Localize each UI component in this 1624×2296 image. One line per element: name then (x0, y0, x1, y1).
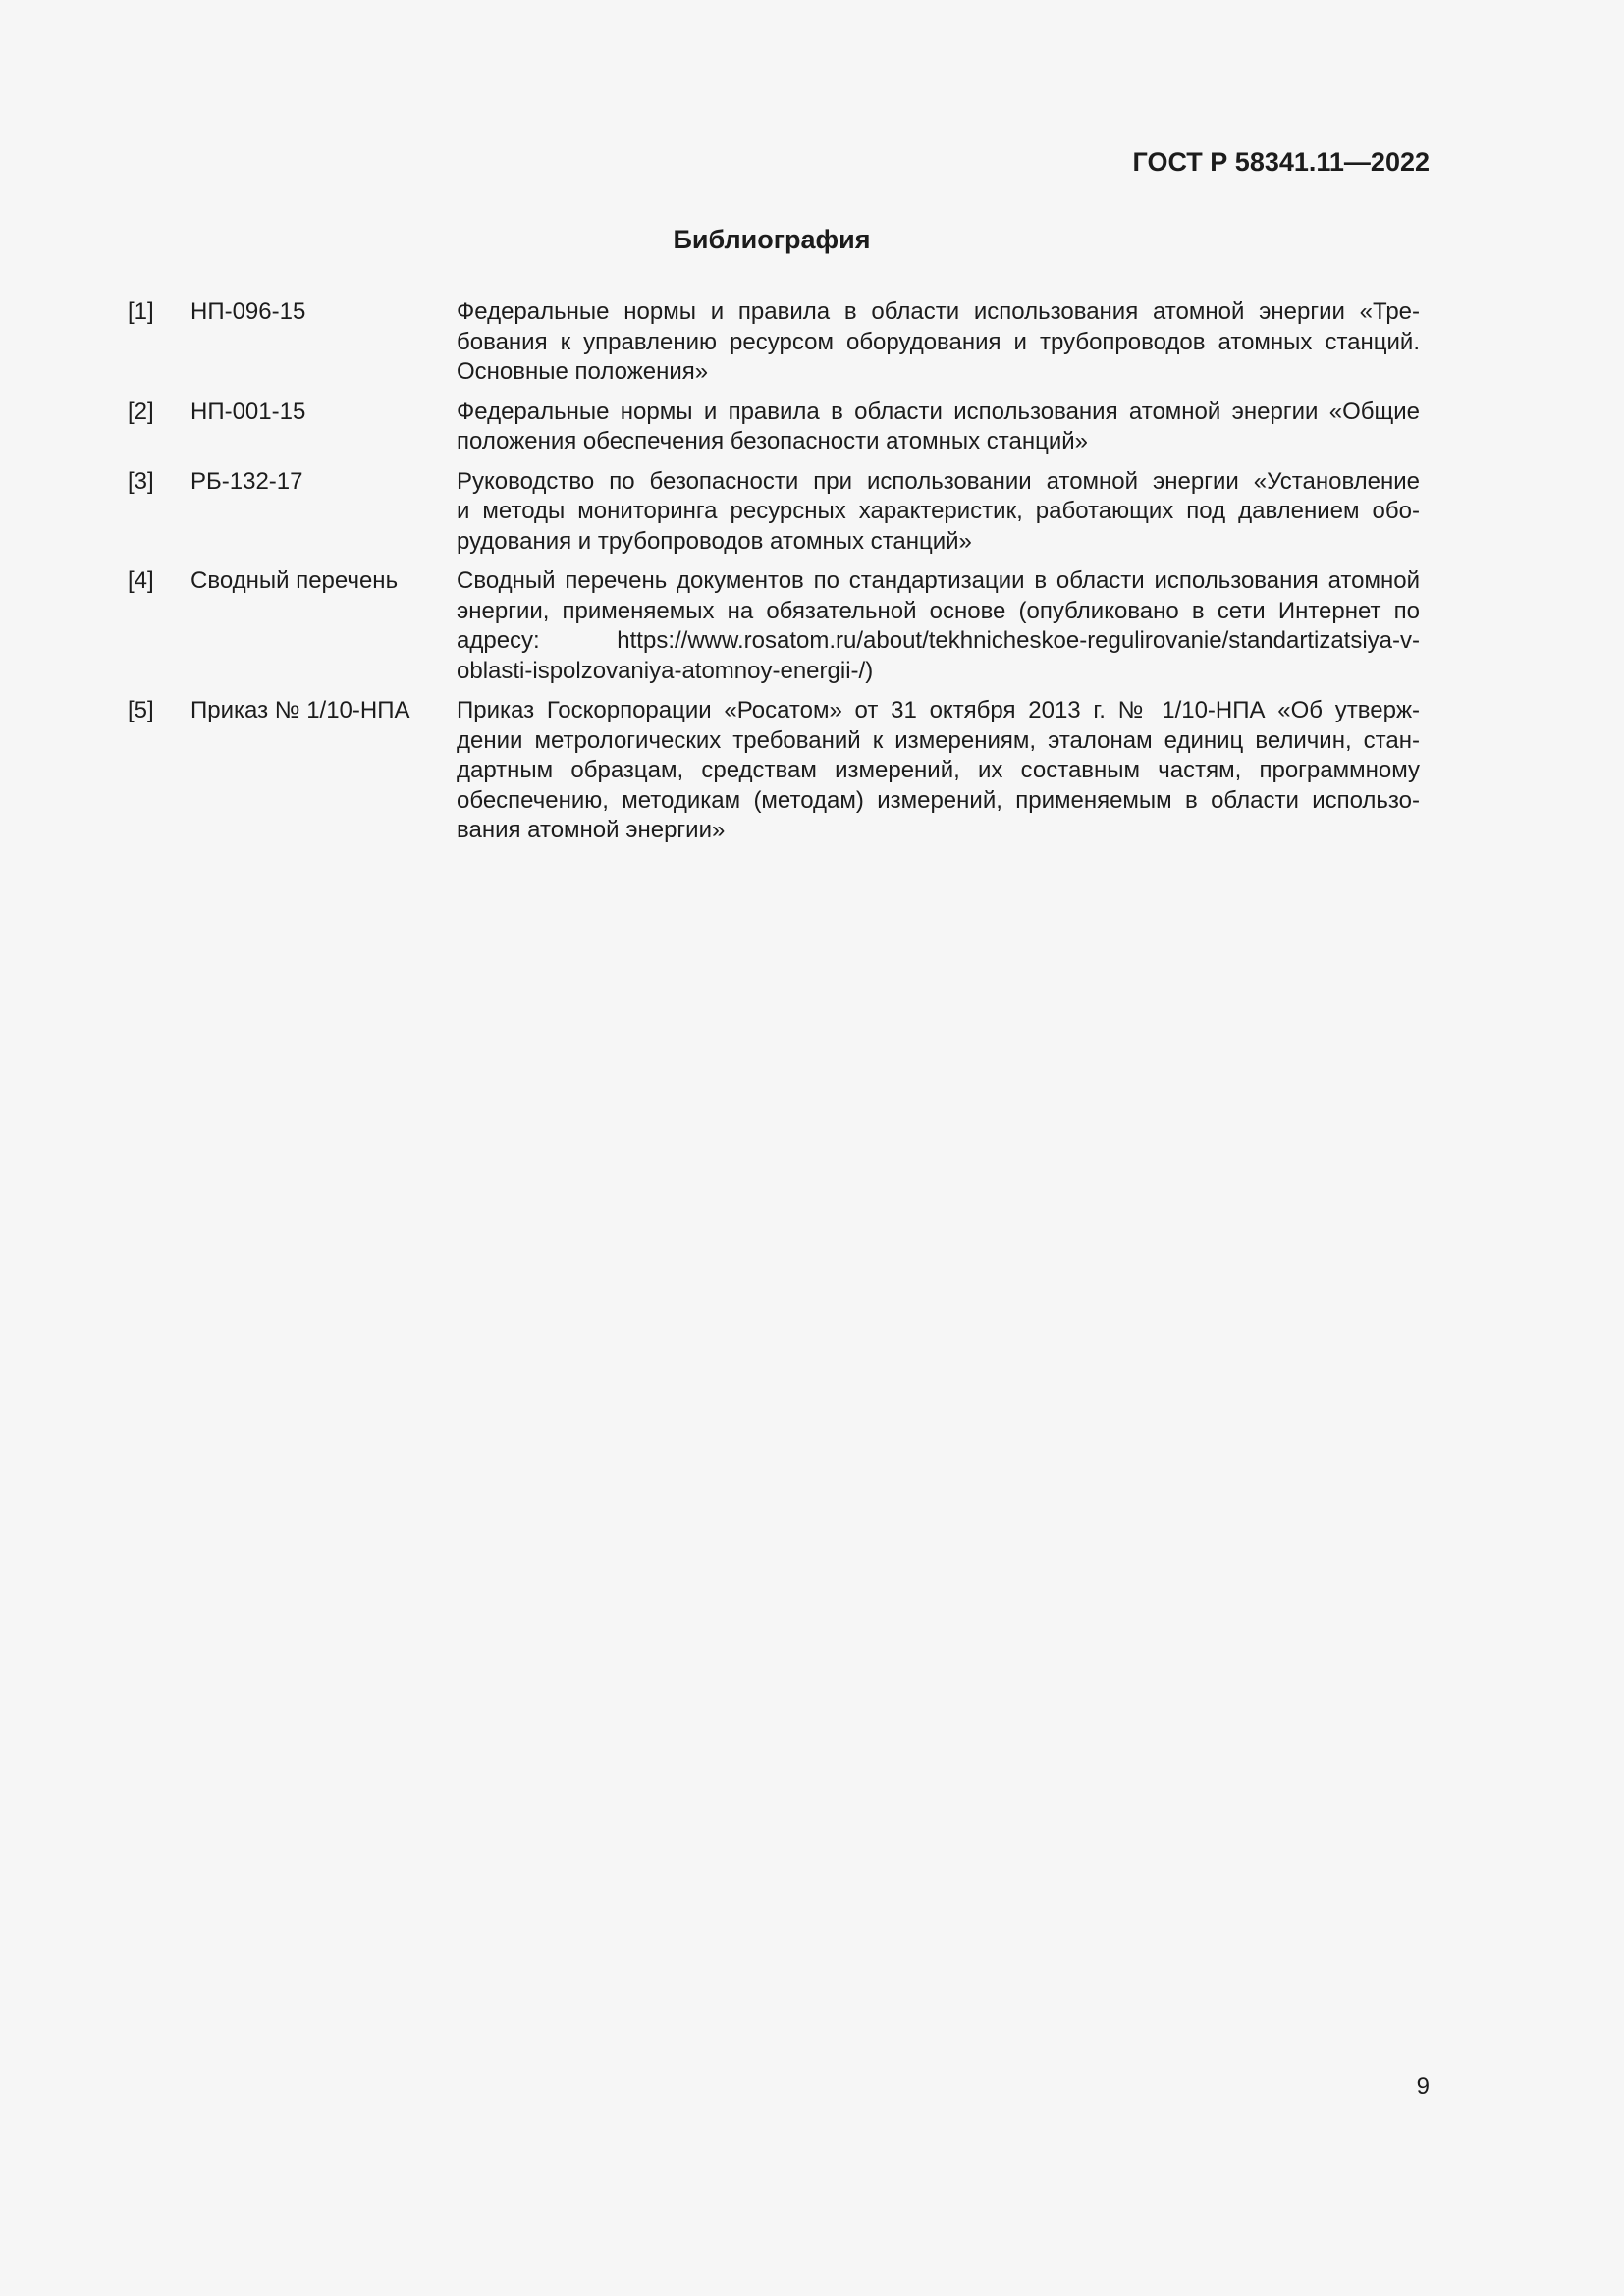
description-line: дартным образцам, средствам измерений, их составным частям, программному (457, 757, 1420, 783)
description-line: и методы мониторинга ресурсных характеристик, работающих под давлением обо- (457, 498, 1420, 524)
description-line: положения обеспечения безопасности атомных станций» (457, 428, 1088, 454)
entry-description (457, 297, 1420, 388)
description-line: Сводный перечень документов по стандартизации в области использования атомной (457, 567, 1420, 594)
bibliography-entry (128, 467, 1420, 558)
entry-code: НП-001-15 (190, 398, 306, 425)
entry-code: Сводный перечень (190, 567, 399, 594)
entry-number: [4] (128, 567, 154, 594)
entry-description (457, 467, 1420, 558)
description-line: бования к управлению ресурсом оборудования и трубопроводов атомных станций. (457, 328, 1420, 355)
page-number: 9 (1416, 2073, 1430, 2100)
description-line: дении метрологических требований к измерениям, эталонам единиц величин, стан- (457, 726, 1420, 754)
entry-number: [5] (128, 697, 154, 723)
entry-description (457, 566, 1420, 686)
description-line: Основные положения» (457, 358, 709, 385)
entry-number: [3] (128, 467, 154, 495)
description-line: Федеральные нормы и правила в области использования атомной энергии «Общие (457, 398, 1420, 425)
description-line: энергии, применяемых на обязательной основе (опубликовано в сети Интернет по (457, 597, 1420, 624)
description-line: Федеральные нормы и правила в области использования атомной энергии «Тре- (457, 298, 1420, 325)
entry-description (457, 696, 1420, 846)
entry-code: Приказ № 1/10-НПА (190, 697, 410, 723)
bibliography-list (128, 297, 1420, 856)
entry-number: [2] (128, 398, 154, 425)
description-line: обеспечению, методикам (методам) измерений, применяемым в области использо- (457, 786, 1420, 814)
bibliography-entry (128, 566, 1420, 686)
description-line: вания атомной энергии» (457, 817, 726, 843)
bibliography-entry (128, 297, 1420, 388)
bibliography-entry (128, 696, 1420, 846)
entry-code: РБ-132-17 (190, 467, 303, 495)
description-line: адресу: https://www.rosatom.ru/about/tekhnicheskoe-regulirovanie/standartizatsiya-v- (457, 627, 1420, 654)
page-title: Библиография (673, 225, 871, 254)
description-line: рудования и трубопроводов атомных станций» (457, 527, 972, 555)
document-number: ГОСТ Р 58341.11—2022 (1132, 147, 1430, 177)
entry-description (457, 398, 1420, 457)
description-line: Приказ Госкорпорации «Росатом» от 31 октября 2013 г. № 1/10-НПА «Об утверж- (457, 697, 1420, 723)
bibliography-entry (128, 398, 1420, 457)
entry-number: [1] (128, 298, 154, 325)
entry-code: НП-096-15 (190, 298, 306, 325)
description-line: oblasti-ispolzovaniya-atomnoy-energii-/) (457, 657, 874, 684)
description-line: Руководство по безопасности при использовании атомной энергии «Установление (457, 467, 1420, 495)
